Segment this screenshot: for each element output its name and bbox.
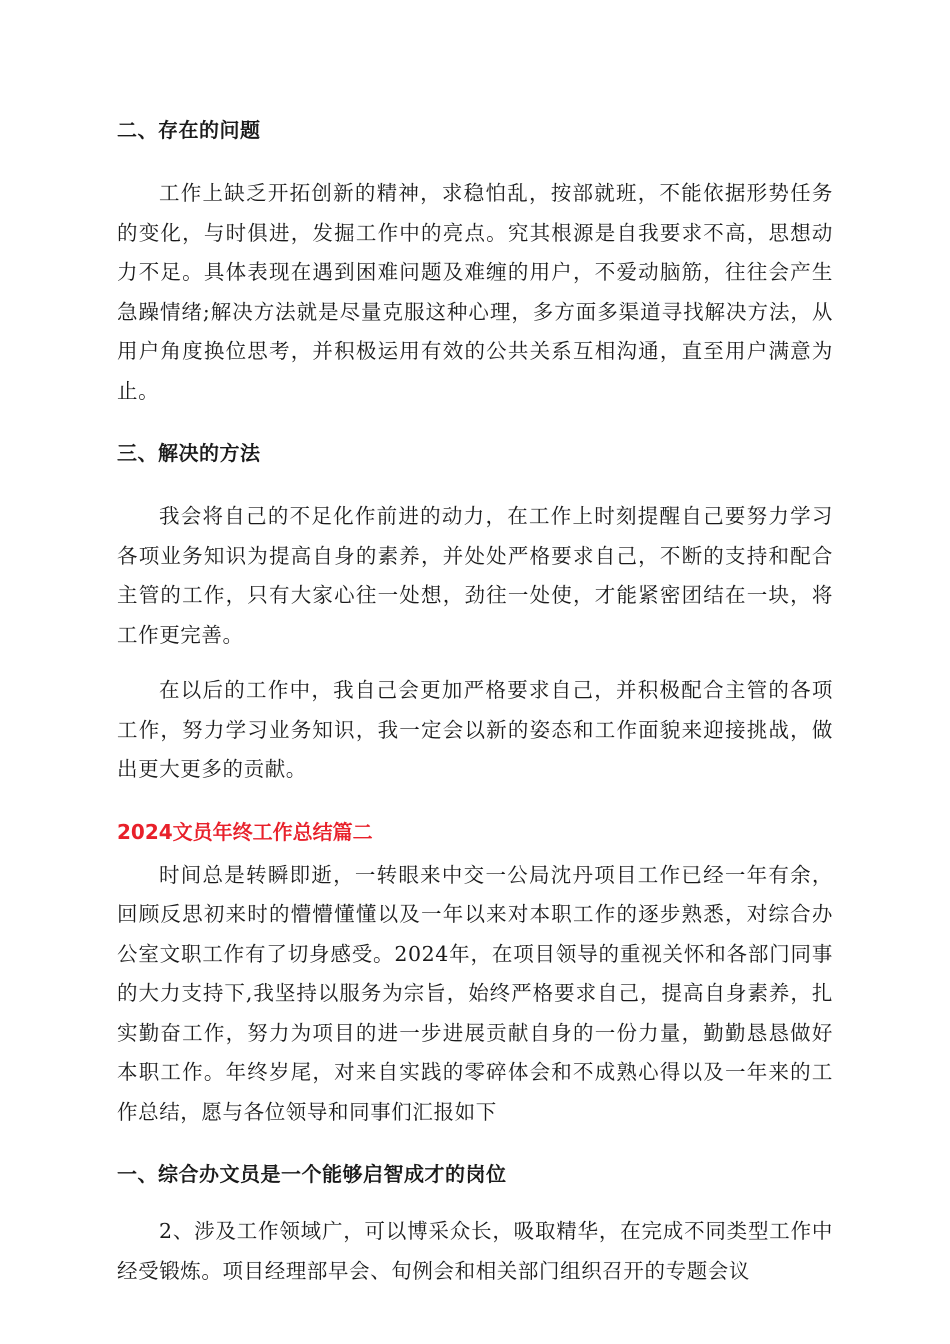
paragraph-solutions-2: 在以后的工作中，我自己会更加严格要求自己，并积极配合主管的各项工作，努力学习业务知识，我一定会以新的姿态和工作面貌来迎接挑战，做出更大更多的贡献。 [117, 678, 833, 781]
document-page [117, 108, 833, 1291]
paragraph-intro: 时间总是转瞬即逝，一转眼来中交一公局沈丹项目工作已经一年有余，回顾反思初来时的懵懵懂懂以及一年以来对本职工作的逐步熟悉，对综合办公室文职工作有了切身感受。2024年，在项目领导的重视关怀和各部门同事的大力支持下,我坚持以服务为宗旨，始终严格要求自己，提高自身素养，扎实勤奋工作，努力为项目的进一步进展贡献自身的一份力量，勤勤恳恳做好本职工作。年终岁尾，对来自实践的零碎体会和不成熟心得以及一年来的工作总结，愿与各位领导和同事们汇报如下 [117, 862, 833, 1124]
section-heading-position: 一、综合办文员是一个能够启智成才的岗位 [117, 1162, 507, 1186]
article-title: 2024文员年终工作总结篇二 [117, 819, 373, 844]
section-heading-solutions: 三、解决的方法 [117, 441, 261, 465]
paragraph-solutions-1: 我会将自己的不足化作前进的动力，在工作上时刻提醒自己要努力学习各项业务知识为提高自身的素养，并处处严格要求自己，不断的支持和配合主管的工作，只有大家心往一处想，劲往一处使，才能紧密团结在一块，将工作更完善。 [117, 504, 833, 647]
section-heading-problems: 二、存在的问题 [117, 118, 261, 142]
paragraph-problems: 工作上缺乏开拓创新的精神，求稳怕乱，按部就班，不能依据形势任务的变化，与时俱进，发掘工作中的亮点。究其根源是自我要求不高，思想动力不足。具体表现在遇到困难问题及难缠的用户，不爱动脑筋，往往会产生急躁情绪;解决方法就是尽量克服这种心理，多方面多渠道寻找解决方法，从用户角度换位思考，并积极运用有效的公共关系互相沟通，直至用户满意为止。 [117, 181, 833, 403]
paragraph-position-2: 2、涉及工作领域广，可以博采众长，吸取精华，在完成不同类型工作中经受锻炼。项目经理部早会、旬例会和相关部门组织召开的专题会议 [117, 1219, 833, 1283]
